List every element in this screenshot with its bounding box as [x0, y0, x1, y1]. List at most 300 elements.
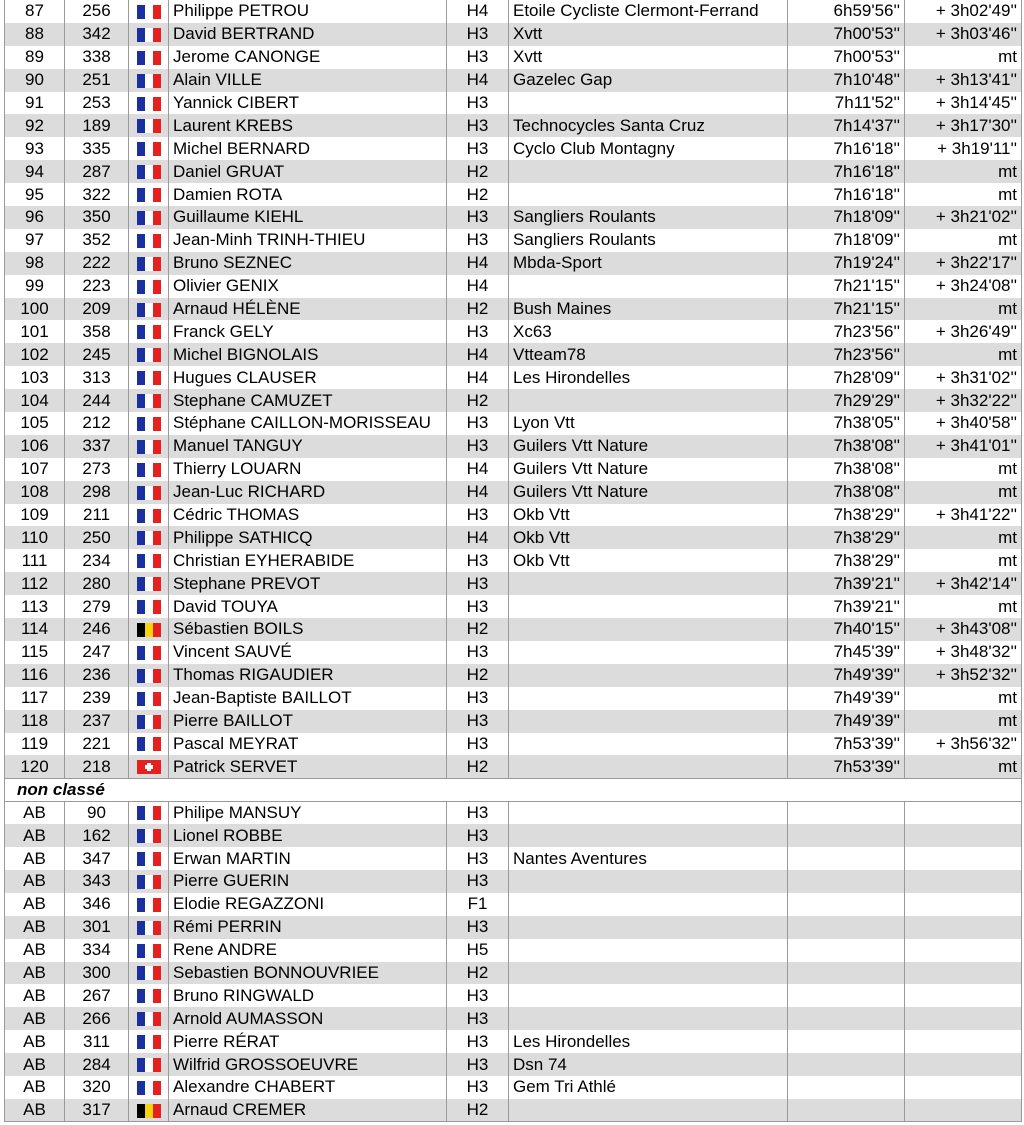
france-flag-icon	[137, 234, 161, 248]
gap-cell: + 3h42'14''	[905, 572, 1022, 595]
club-cell: Sangliers Roulants	[509, 206, 788, 229]
bib-cell: 347	[65, 847, 129, 870]
category-cell: F1	[447, 893, 509, 916]
time-cell: 7h16'18''	[788, 183, 905, 206]
time-cell: 7h28'09''	[788, 366, 905, 389]
club-cell	[509, 595, 788, 618]
rank-cell: 119	[5, 733, 65, 756]
france-flag-icon	[137, 852, 161, 866]
time-cell: 7h40'15''	[788, 618, 905, 641]
gap-cell: + 3h26'49''	[905, 320, 1022, 343]
time-cell: 7h10'48''	[788, 69, 905, 92]
gap-cell: + 3h41'22''	[905, 504, 1022, 527]
time-cell	[788, 801, 905, 824]
time-cell: 7h39'21''	[788, 595, 905, 618]
name-cell: Philipe MANSUY	[169, 801, 447, 824]
bib-cell: 256	[65, 0, 129, 23]
flag-cell	[129, 206, 169, 229]
rank-cell: 112	[5, 572, 65, 595]
table-row	[5, 343, 1022, 366]
time-cell: 7h21'15''	[788, 275, 905, 298]
bib-cell: 250	[65, 526, 129, 549]
category-cell: H3	[447, 114, 509, 137]
bib-cell: 300	[65, 962, 129, 985]
rank-cell: AB	[5, 1007, 65, 1030]
rank-cell: AB	[5, 870, 65, 893]
category-cell: H3	[447, 1007, 509, 1030]
time-cell	[788, 962, 905, 985]
category-cell: H3	[447, 435, 509, 458]
gap-cell	[905, 984, 1022, 1007]
time-cell	[788, 847, 905, 870]
club-cell: Vtteam78	[509, 343, 788, 366]
flag-cell	[129, 618, 169, 641]
rank-cell: AB	[5, 1053, 65, 1076]
section-row	[5, 778, 1022, 801]
bib-cell: 247	[65, 641, 129, 664]
time-cell: 7h49'39''	[788, 664, 905, 687]
bib-cell: 218	[65, 755, 129, 778]
category-cell: H3	[447, 847, 509, 870]
club-cell	[509, 733, 788, 756]
name-cell: Jean-Minh TRINH-THIEU	[169, 229, 447, 252]
club-cell: Gem Tri Athlé	[509, 1076, 788, 1099]
france-flag-icon	[137, 875, 161, 889]
results-table	[4, 0, 1022, 1122]
table-row	[5, 389, 1022, 412]
club-cell	[509, 710, 788, 733]
gap-cell: + 3h56'32''	[905, 733, 1022, 756]
time-cell	[788, 1007, 905, 1030]
rank-cell: 110	[5, 526, 65, 549]
table-row	[5, 618, 1022, 641]
name-cell: Stéphane CAILLON-MORISSEAU	[169, 412, 447, 435]
category-cell: H3	[447, 206, 509, 229]
bib-cell: 337	[65, 435, 129, 458]
rank-cell: AB	[5, 847, 65, 870]
category-cell: H3	[447, 687, 509, 710]
flag-cell	[129, 710, 169, 733]
flag-cell	[129, 962, 169, 985]
france-flag-icon	[137, 1058, 161, 1072]
time-cell	[788, 1030, 905, 1053]
name-cell: Philippe PETROU	[169, 0, 447, 23]
rank-cell: 106	[5, 435, 65, 458]
gap-cell: + 3h03'46''	[905, 23, 1022, 46]
table-row	[5, 114, 1022, 137]
table-row	[5, 847, 1022, 870]
gap-cell	[905, 801, 1022, 824]
france-flag-icon	[137, 97, 161, 111]
table-row	[5, 687, 1022, 710]
rank-cell: 107	[5, 458, 65, 481]
table-row	[5, 595, 1022, 618]
category-cell: H2	[447, 755, 509, 778]
gap-cell	[905, 824, 1022, 847]
gap-cell: mt	[905, 755, 1022, 778]
gap-cell	[905, 916, 1022, 939]
france-flag-icon	[137, 966, 161, 980]
gap-cell: + 3h41'01''	[905, 435, 1022, 458]
club-cell	[509, 870, 788, 893]
time-cell: 7h16'18''	[788, 160, 905, 183]
table-row	[5, 46, 1022, 69]
flag-cell	[129, 46, 169, 69]
club-cell: Guilers Vtt Nature	[509, 458, 788, 481]
rank-cell: 100	[5, 298, 65, 321]
france-flag-icon	[137, 486, 161, 500]
name-cell: Bruno RINGWALD	[169, 984, 447, 1007]
club-cell	[509, 824, 788, 847]
name-cell: Stephane CAMUZET	[169, 389, 447, 412]
gap-cell	[905, 939, 1022, 962]
club-cell	[509, 160, 788, 183]
club-cell: Etoile Cycliste Clermont-Ferrand	[509, 0, 788, 23]
bib-cell: 221	[65, 733, 129, 756]
rank-cell: 118	[5, 710, 65, 733]
gap-cell: mt	[905, 298, 1022, 321]
flag-cell	[129, 137, 169, 160]
time-cell: 7h21'15''	[788, 298, 905, 321]
rank-cell: 105	[5, 412, 65, 435]
rank-cell: AB	[5, 1076, 65, 1099]
time-cell	[788, 870, 905, 893]
time-cell: 7h00'53''	[788, 23, 905, 46]
club-cell	[509, 893, 788, 916]
name-cell: Stephane PREVOT	[169, 572, 447, 595]
name-cell: Arnold AUMASSON	[169, 1007, 447, 1030]
flag-cell	[129, 847, 169, 870]
gap-cell: mt	[905, 46, 1022, 69]
category-cell: H3	[447, 1030, 509, 1053]
gap-cell: + 3h40'58''	[905, 412, 1022, 435]
france-flag-icon	[137, 944, 161, 958]
rank-cell: AB	[5, 1099, 65, 1122]
time-cell: 7h38'29''	[788, 549, 905, 572]
france-flag-icon	[137, 898, 161, 912]
club-cell: Cyclo Club Montagny	[509, 137, 788, 160]
belgium-flag-icon	[137, 1104, 161, 1118]
gap-cell: mt	[905, 160, 1022, 183]
flag-cell	[129, 801, 169, 824]
france-flag-icon	[137, 646, 161, 660]
time-cell	[788, 984, 905, 1007]
gap-cell	[905, 893, 1022, 916]
name-cell: Michel BIGNOLAIS	[169, 343, 447, 366]
gap-cell: + 3h13'41''	[905, 69, 1022, 92]
club-cell: Mbda-Sport	[509, 252, 788, 275]
rank-cell: AB	[5, 801, 65, 824]
bib-cell: 320	[65, 1076, 129, 1099]
bib-cell: 234	[65, 549, 129, 572]
category-cell: H3	[447, 320, 509, 343]
category-cell: H4	[447, 458, 509, 481]
name-cell: Laurent KREBS	[169, 114, 447, 137]
flag-cell	[129, 504, 169, 527]
gap-cell: + 3h02'49''	[905, 0, 1022, 23]
time-cell	[788, 939, 905, 962]
france-flag-icon	[137, 211, 161, 225]
section-label: non classé	[5, 778, 1022, 801]
table-row	[5, 0, 1022, 23]
rank-cell: 87	[5, 0, 65, 23]
category-cell: H3	[447, 824, 509, 847]
time-cell: 7h38'08''	[788, 458, 905, 481]
gap-cell	[905, 1099, 1022, 1122]
time-cell: 6h59'56''	[788, 0, 905, 23]
time-cell: 7h18'09''	[788, 229, 905, 252]
time-cell: 7h38'05''	[788, 412, 905, 435]
category-cell: H3	[447, 710, 509, 733]
category-cell: H3	[447, 641, 509, 664]
bib-cell: 284	[65, 1053, 129, 1076]
name-cell: Sébastien BOILS	[169, 618, 447, 641]
bib-cell: 280	[65, 572, 129, 595]
rank-cell: 104	[5, 389, 65, 412]
flag-cell	[129, 687, 169, 710]
name-cell: Arnaud HÉLÈNE	[169, 298, 447, 321]
category-cell: H2	[447, 389, 509, 412]
table-row	[5, 1053, 1022, 1076]
table-row	[5, 92, 1022, 115]
rank-cell: AB	[5, 962, 65, 985]
time-cell: 7h00'53''	[788, 46, 905, 69]
france-flag-icon	[137, 829, 161, 843]
flag-cell	[129, 526, 169, 549]
bib-cell: 212	[65, 412, 129, 435]
table-row	[5, 916, 1022, 939]
category-cell: H2	[447, 962, 509, 985]
unranked-rows	[5, 801, 1022, 1121]
time-cell: 7h19'24''	[788, 252, 905, 275]
table-row	[5, 962, 1022, 985]
rank-cell: AB	[5, 824, 65, 847]
flag-cell	[129, 435, 169, 458]
category-cell: H3	[447, 137, 509, 160]
bib-cell: 352	[65, 229, 129, 252]
flag-cell	[129, 458, 169, 481]
table-row	[5, 824, 1022, 847]
france-flag-icon	[137, 74, 161, 88]
gap-cell: + 3h48'32''	[905, 641, 1022, 664]
rank-cell: 120	[5, 755, 65, 778]
gap-cell	[905, 962, 1022, 985]
time-cell	[788, 893, 905, 916]
time-cell: 7h38'29''	[788, 504, 905, 527]
name-cell: Jean-Baptiste BAILLOT	[169, 687, 447, 710]
gap-cell: mt	[905, 481, 1022, 504]
section-header	[5, 778, 1022, 801]
gap-cell: mt	[905, 183, 1022, 206]
rank-cell: AB	[5, 1030, 65, 1053]
table-row	[5, 275, 1022, 298]
bib-cell: 358	[65, 320, 129, 343]
table-row	[5, 549, 1022, 572]
club-cell: Guilers Vtt Nature	[509, 435, 788, 458]
name-cell: Daniel GRUAT	[169, 160, 447, 183]
flag-cell	[129, 939, 169, 962]
flag-cell	[129, 412, 169, 435]
table-row	[5, 939, 1022, 962]
name-cell: David BERTRAND	[169, 23, 447, 46]
gap-cell: mt	[905, 710, 1022, 733]
category-cell: H3	[447, 549, 509, 572]
name-cell: Pierre GUERIN	[169, 870, 447, 893]
bib-cell: 246	[65, 618, 129, 641]
bib-cell: 222	[65, 252, 129, 275]
bib-cell: 236	[65, 664, 129, 687]
category-cell: H3	[447, 801, 509, 824]
category-cell: H3	[447, 984, 509, 1007]
rank-cell: AB	[5, 893, 65, 916]
bib-cell: 239	[65, 687, 129, 710]
club-cell	[509, 939, 788, 962]
bib-cell: 350	[65, 206, 129, 229]
flag-cell	[129, 23, 169, 46]
name-cell: Vincent SAUVÉ	[169, 641, 447, 664]
france-flag-icon	[137, 119, 161, 133]
club-cell: Xc63	[509, 320, 788, 343]
france-flag-icon	[137, 577, 161, 591]
gap-cell: mt	[905, 343, 1022, 366]
club-cell	[509, 92, 788, 115]
france-flag-icon	[137, 5, 161, 19]
name-cell: Sebastien BONNOUVRIEE	[169, 962, 447, 985]
time-cell: 7h49'39''	[788, 687, 905, 710]
table-row	[5, 733, 1022, 756]
bib-cell: 335	[65, 137, 129, 160]
category-cell: H4	[447, 0, 509, 23]
flag-cell	[129, 298, 169, 321]
category-cell: H3	[447, 733, 509, 756]
category-cell: H3	[447, 1076, 509, 1099]
rank-cell: 89	[5, 46, 65, 69]
table-row	[5, 320, 1022, 343]
club-cell	[509, 962, 788, 985]
category-cell: H4	[447, 526, 509, 549]
flag-cell	[129, 252, 169, 275]
club-cell	[509, 1007, 788, 1030]
bib-cell: 211	[65, 504, 129, 527]
category-cell: H3	[447, 504, 509, 527]
gap-cell: + 3h17'30''	[905, 114, 1022, 137]
gap-cell: + 3h31'02''	[905, 366, 1022, 389]
name-cell: Elodie REGAZZONI	[169, 893, 447, 916]
club-cell	[509, 755, 788, 778]
category-cell: H5	[447, 939, 509, 962]
name-cell: Cédric THOMAS	[169, 504, 447, 527]
flag-cell	[129, 733, 169, 756]
gap-cell	[905, 1030, 1022, 1053]
name-cell: Guillaume KIEHL	[169, 206, 447, 229]
time-cell	[788, 1099, 905, 1122]
france-flag-icon	[137, 669, 161, 683]
name-cell: Arnaud CREMER	[169, 1099, 447, 1122]
rank-cell: 109	[5, 504, 65, 527]
category-cell: H3	[447, 412, 509, 435]
name-cell: Alexandre CHABERT	[169, 1076, 447, 1099]
rank-cell: 99	[5, 275, 65, 298]
flag-cell	[129, 320, 169, 343]
category-cell: H3	[447, 1053, 509, 1076]
rank-cell: 94	[5, 160, 65, 183]
club-cell	[509, 687, 788, 710]
name-cell: Jean-Luc RICHARD	[169, 481, 447, 504]
time-cell: 7h29'29''	[788, 389, 905, 412]
rank-cell: 88	[5, 23, 65, 46]
bib-cell: 209	[65, 298, 129, 321]
flag-cell	[129, 824, 169, 847]
bib-cell: 338	[65, 46, 129, 69]
flag-cell	[129, 1053, 169, 1076]
bib-cell: 90	[65, 801, 129, 824]
france-flag-icon	[137, 280, 161, 294]
rank-cell: 111	[5, 549, 65, 572]
category-cell: H3	[447, 23, 509, 46]
flag-cell	[129, 389, 169, 412]
flag-cell	[129, 755, 169, 778]
rank-cell: AB	[5, 984, 65, 1007]
flag-cell	[129, 641, 169, 664]
table-row	[5, 183, 1022, 206]
bib-cell: 301	[65, 916, 129, 939]
rank-cell: 103	[5, 366, 65, 389]
club-cell: Xvtt	[509, 46, 788, 69]
club-cell: Lyon Vtt	[509, 412, 788, 435]
name-cell: Jerome CANONGE	[169, 46, 447, 69]
category-cell: H2	[447, 160, 509, 183]
rank-cell: 117	[5, 687, 65, 710]
gap-cell	[905, 1007, 1022, 1030]
table-row	[5, 870, 1022, 893]
rank-cell: 116	[5, 664, 65, 687]
france-flag-icon	[137, 1035, 161, 1049]
bib-cell: 313	[65, 366, 129, 389]
table-row	[5, 1076, 1022, 1099]
bib-cell: 322	[65, 183, 129, 206]
category-cell: H3	[447, 595, 509, 618]
category-cell: H4	[447, 275, 509, 298]
rank-cell: 108	[5, 481, 65, 504]
gap-cell: + 3h52'32''	[905, 664, 1022, 687]
gap-cell	[905, 870, 1022, 893]
table-row	[5, 1099, 1022, 1122]
rank-cell: 113	[5, 595, 65, 618]
time-cell: 7h39'21''	[788, 572, 905, 595]
name-cell: Pierre RÉRAT	[169, 1030, 447, 1053]
flag-cell	[129, 595, 169, 618]
gap-cell: mt	[905, 687, 1022, 710]
time-cell: 7h53'39''	[788, 755, 905, 778]
club-cell	[509, 183, 788, 206]
bib-cell: 279	[65, 595, 129, 618]
bib-cell: 251	[65, 69, 129, 92]
name-cell: Franck GELY	[169, 320, 447, 343]
flag-cell	[129, 1007, 169, 1030]
time-cell: 7h45'39''	[788, 641, 905, 664]
france-flag-icon	[137, 257, 161, 271]
gap-cell: + 3h21'02''	[905, 206, 1022, 229]
bib-cell: 189	[65, 114, 129, 137]
france-flag-icon	[137, 303, 161, 317]
table-row	[5, 801, 1022, 824]
name-cell: Christian EYHERABIDE	[169, 549, 447, 572]
gap-cell: + 3h19'11''	[905, 137, 1022, 160]
name-cell: Bruno SEZNEC	[169, 252, 447, 275]
france-flag-icon	[137, 737, 161, 751]
club-cell	[509, 916, 788, 939]
bib-cell: 317	[65, 1099, 129, 1122]
